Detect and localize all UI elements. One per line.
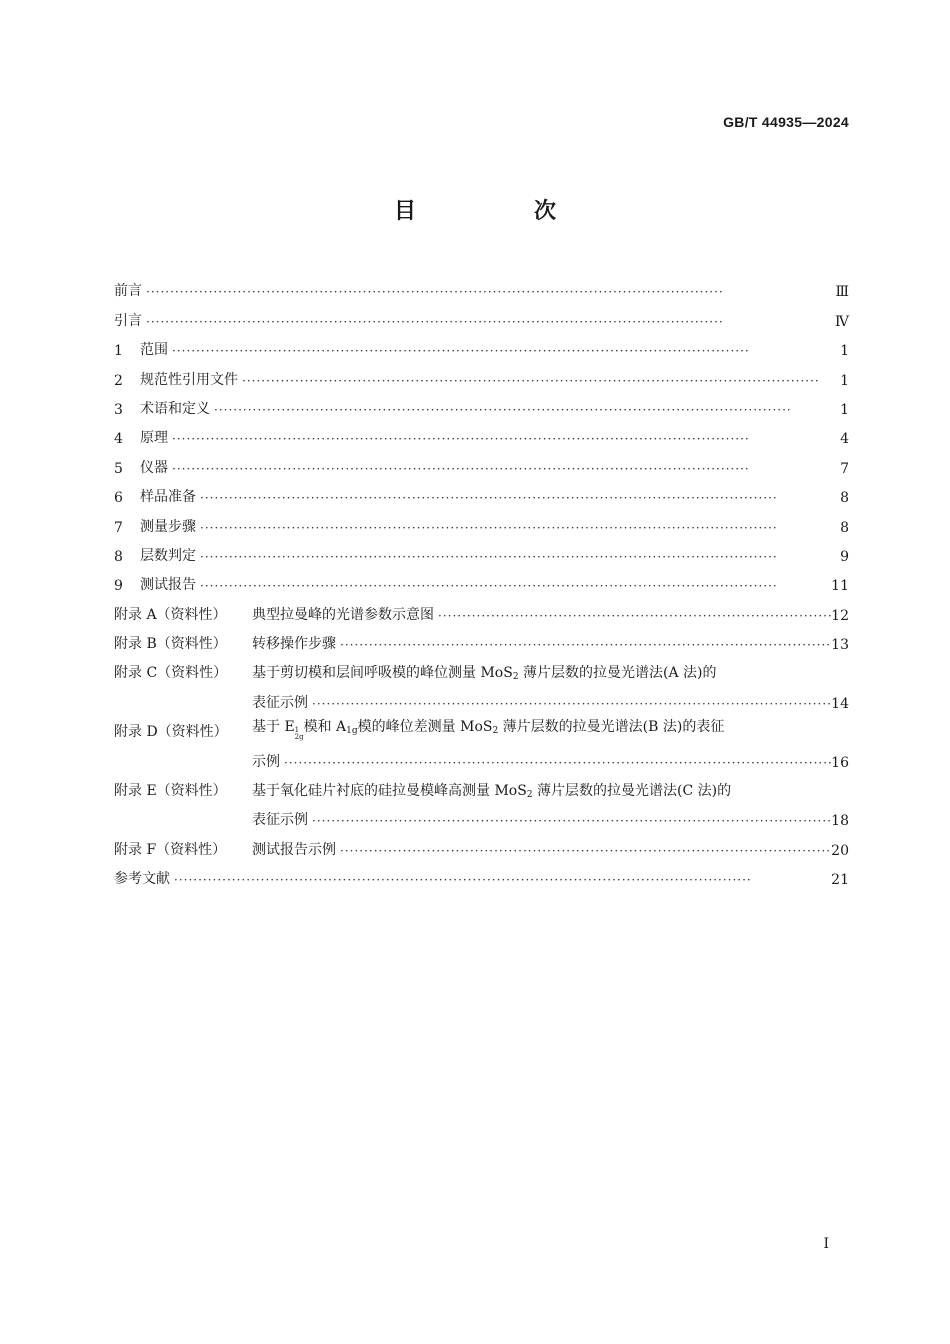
toc-entry-title: 规范性引用文件	[140, 371, 238, 388]
toc-entry-page: 21	[831, 872, 849, 889]
toc-entry-title: 测量步骤	[140, 518, 196, 535]
toc-entry-test-report[interactable]	[114, 565, 849, 594]
dot-leader	[142, 286, 835, 298]
dot-leader	[196, 522, 839, 534]
toc-entry-title-line1: 基于剪切模和层间呼吸模的峰位测量 MoS$_2$ 薄片层数的拉曼光谱法(A 法)的	[252, 665, 717, 683]
dot-leader	[168, 463, 839, 475]
dot-leader	[238, 375, 839, 387]
toc-entry-annex-c[interactable]	[114, 653, 849, 712]
annex-label: 附录 C（资料性）	[114, 665, 228, 682]
toc-entry-page: 1	[840, 343, 849, 360]
toc-entry-title: 测试报告	[140, 577, 196, 594]
toc-entry-title: 转移操作步骤	[252, 636, 336, 653]
toc-entry-title: 典型拉曼峰的光谱参数示意图	[252, 606, 434, 623]
dot-leader	[196, 551, 839, 563]
toc-entry-number: 6	[114, 490, 123, 507]
toc-entry-title: 范围	[140, 342, 168, 359]
dot-leader	[168, 345, 839, 357]
toc-entry-title-line2: 表征示例	[252, 694, 308, 711]
toc-entry-title-line2: 示例	[252, 753, 280, 770]
toc-entry-page: 18	[831, 813, 849, 830]
toc-entry-number: 4	[114, 431, 123, 448]
toc-entry-page: 12	[831, 607, 849, 624]
toc-entry-annex-e[interactable]	[114, 771, 849, 830]
toc-entry-number: 1	[114, 343, 123, 360]
toc-entry-page: 8	[840, 490, 849, 507]
toc-entry-title: 原理	[140, 430, 168, 447]
annex-label: 附录 E（资料性）	[114, 783, 227, 800]
dot-leader	[434, 610, 831, 622]
dot-leader	[210, 404, 839, 416]
toc-entry-annex-f[interactable]	[114, 829, 849, 858]
dot-leader	[308, 815, 831, 827]
annex-label: 附录 A（资料性）	[114, 606, 227, 623]
toc-entry-normative-references[interactable]	[114, 359, 849, 388]
dot-leader	[170, 874, 831, 886]
toc-entry-annex-b[interactable]	[114, 624, 849, 653]
dot-leader	[280, 757, 831, 769]
toc-entry-title-line2: 表征示例	[252, 812, 308, 829]
annex-label: 附录 F（资料性）	[114, 841, 227, 858]
dot-leader	[168, 433, 839, 445]
toc-entry-annex-d[interactable]	[114, 712, 849, 771]
toc-entry-page: 20	[831, 842, 849, 859]
toc-entry-layer-determination[interactable]	[114, 536, 849, 565]
toc-entry-annex-a[interactable]	[114, 594, 849, 623]
toc-entry-page: 16	[831, 754, 849, 771]
toc-entry-page: 8	[840, 519, 849, 536]
toc-entry-bibliography[interactable]	[114, 859, 849, 888]
toc-entry-sample-preparation[interactable]	[114, 477, 849, 506]
toc-entry-page: 7	[840, 460, 849, 477]
toc-entry-terms-definitions[interactable]	[114, 389, 849, 418]
toc-entry-page: 13	[831, 637, 849, 654]
toc-entry-number: 5	[114, 460, 123, 477]
toc-entry-title: 前言	[114, 283, 142, 300]
table-of-contents	[114, 271, 849, 888]
dot-leader	[196, 580, 831, 592]
toc-entry-number: 2	[114, 372, 123, 389]
toc-entry-measurement-steps[interactable]	[114, 506, 849, 535]
dot-leader	[336, 639, 831, 651]
dot-leader	[196, 492, 839, 504]
page-title: 目 次	[393, 199, 604, 224]
toc-entry-apparatus[interactable]	[114, 447, 849, 476]
toc-entry-number: 7	[114, 519, 123, 536]
dot-leader	[142, 316, 835, 328]
toc-entry-page: 11	[831, 578, 849, 595]
toc-entry-number: 9	[114, 578, 123, 595]
toc-entry-scope[interactable]	[114, 330, 849, 359]
toc-entry-number: 8	[114, 548, 123, 565]
toc-entry-title: 参考文献	[114, 871, 170, 888]
toc-entry-page: 1	[840, 372, 849, 389]
page-number: Ⅰ	[823, 1236, 829, 1252]
toc-entry-title: 引言	[114, 312, 142, 329]
toc-entry-foreword[interactable]	[114, 271, 849, 300]
toc-entry-page: 9	[840, 548, 849, 565]
toc-entry-number: 3	[114, 401, 123, 418]
toc-entry-page: Ⅳ	[835, 313, 849, 330]
toc-entry-page: 1	[840, 401, 849, 418]
toc-entry-title: 层数判定	[140, 547, 196, 564]
dot-leader	[308, 698, 831, 710]
toc-entry-title-line1: 基于 E 1 2g 模和 $A_{1g}$模的峰位差测量 MoS$_2$ 薄片层数的拉曼光谱法(B 法)的表征	[252, 719, 725, 742]
toc-entry-page: Ⅲ	[835, 284, 849, 301]
toc-entry-principle[interactable]	[114, 418, 849, 447]
annex-label: 附录 D（资料性）	[114, 724, 228, 741]
toc-entry-page: 14	[831, 695, 849, 712]
toc-entry-title: 测试报告示例	[252, 841, 336, 858]
toc-entry-introduction[interactable]	[114, 300, 849, 329]
dot-leader	[336, 845, 831, 857]
standard-code: GB/T 44935—2024	[723, 114, 849, 130]
toc-entry-title: 仪器	[140, 459, 168, 476]
toc-entry-title: 术语和定义	[140, 400, 210, 417]
annex-label: 附录 B（资料性）	[114, 636, 227, 653]
toc-entry-title-line1: 基于氧化硅片衬底的硅拉曼模峰高测量 MoS$_2$ 薄片层数的拉曼光谱法(C 法)的	[252, 783, 732, 801]
toc-entry-title: 样品准备	[140, 489, 196, 506]
toc-entry-page: 4	[840, 431, 849, 448]
